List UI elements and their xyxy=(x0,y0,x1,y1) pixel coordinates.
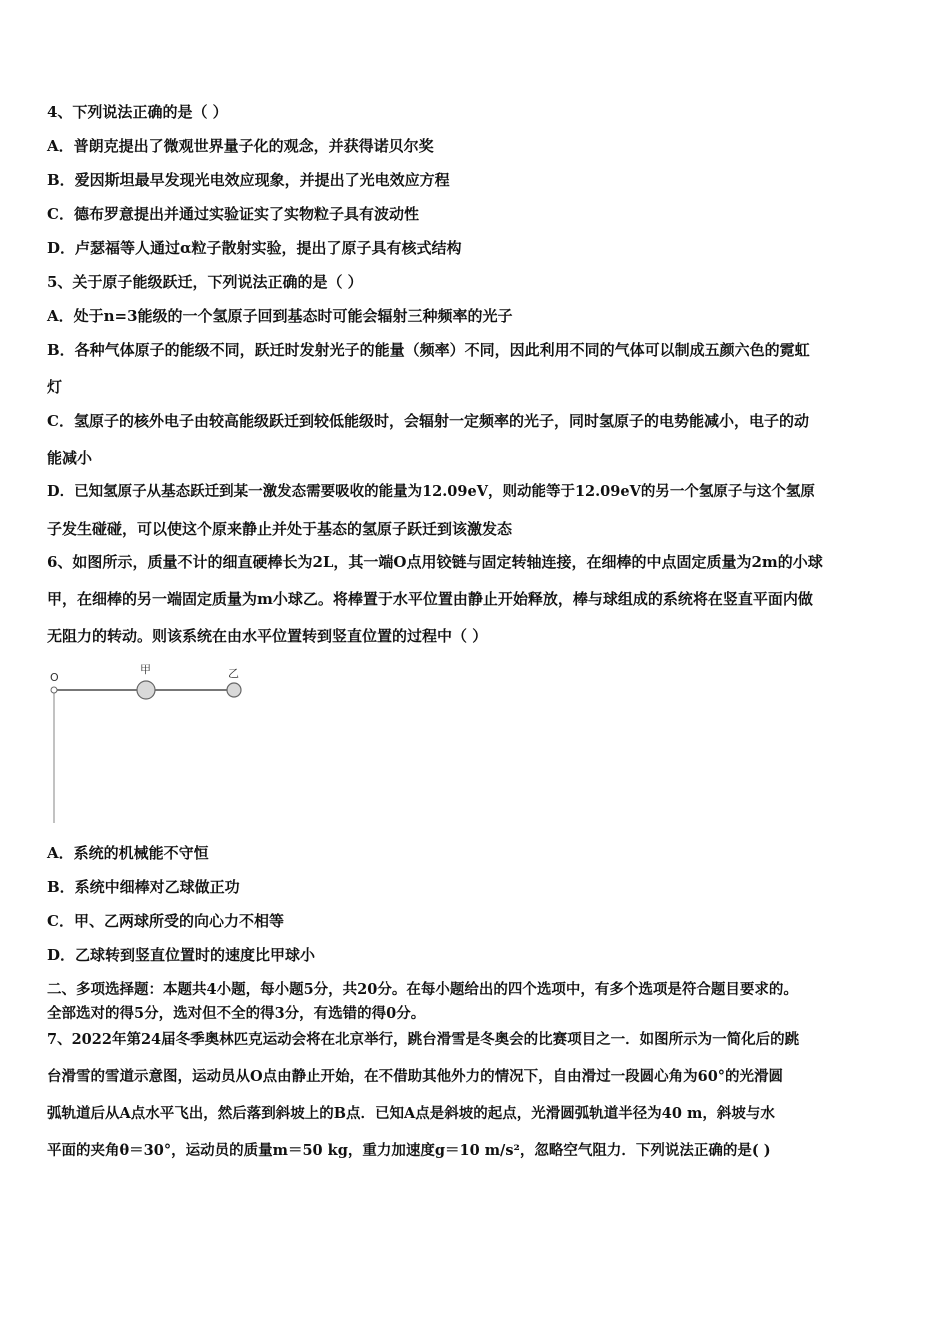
ball-yi xyxy=(227,683,241,697)
q4-option-d: D．卢瑟福等人通过α粒子散射实验，提出了原子具有核式结构 xyxy=(47,239,462,257)
q7-stem-line1: 7、2022年第24届冬季奥林匹克运动会将在北京举行，跳台滑雪是冬奥会的比赛项目之一．如图所示为一简化后的跳 xyxy=(47,1031,800,1048)
ball-jia xyxy=(137,681,155,699)
q4-option-c: C．德布罗意提出并通过实验证实了实物粒子具有波动性 xyxy=(47,205,419,223)
q7-stem-line3: 弧轨道后从A点水平飞出，然后落到斜坡上的B点．已知A点是斜坡的起点，光滑圆弧轨道半径为40 m，斜坡与水 xyxy=(47,1105,775,1122)
q5-stem: 5、关于原子能级跃迁，下列说法正确的是（ ） xyxy=(47,273,363,291)
label-jia: 甲 xyxy=(140,663,151,676)
q6-option-c: C．甲、乙两球所受的向心力不相等 xyxy=(47,912,284,930)
q5-option-a: A．处于n=3能级的一个氢原子回到基态时可能会辐射三种频率的光子 xyxy=(47,307,513,325)
q4-option-b: B．爱因斯坦最早发现光电效应现象，并提出了光电效应方程 xyxy=(47,171,450,189)
q7-stem-line4: 平面的夹角θ＝30°，运动员的质量m＝50 kg，重力加速度g＝10 m/s²，忽略空气阻力．下列说法正确的是( ) xyxy=(47,1142,771,1159)
q6-rod-figure xyxy=(40,655,260,830)
q6-option-b: B．系统中细棒对乙球做正功 xyxy=(47,878,240,896)
q5-option-c-line2: 能减小 xyxy=(47,449,93,467)
q6-stem-line1: 6、如图所示，质量不计的细直硬棒长为2L，其一端O点用铰链与固定转轴连接，在细棒的中点固定质量为2m的小球 xyxy=(47,553,823,571)
label-o: O xyxy=(50,671,59,684)
q6-stem-line2: 甲，在细棒的另一端固定质量为m小球乙。将棒置于水平位置由静止开始释放，棒与球组成的系统将在竖直平面内做 xyxy=(47,590,813,608)
q4-option-a: A．普朗克提出了微观世界量子化的观念，并获得诺贝尔奖 xyxy=(47,137,434,155)
q5-option-b-line2: 灯 xyxy=(47,378,63,396)
pivot-o xyxy=(51,687,57,693)
q6-stem-line3: 无阻力的转动。则该系统在由水平位置转到竖直位置的过程中（ ） xyxy=(47,627,488,645)
q5-option-d-line1: D．已知氢原子从基态跃迁到某一激发态需要吸收的能量为12.09eV，则动能等于12.09eV的另一个氢原子与这个氢原 xyxy=(47,483,815,500)
q6-option-d: D．乙球转到竖直位置时的速度比甲球小 xyxy=(47,946,316,964)
section2-instructions-line1: 二、多项选择题：本题共4小题，每小题5分，共20分。在每小题给出的四个选项中，有多个选项是符合题目要求的。 xyxy=(47,981,798,998)
label-yi: 乙 xyxy=(228,667,239,680)
q5-option-b-line1: B．各种气体原子的能级不同，跃迁时发射光子的能量（频率）不同，因此利用不同的气体可以制成五颜六色的霓虹 xyxy=(47,341,810,359)
q4-stem: 4、下列说法正确的是（ ） xyxy=(47,103,228,121)
q6-option-a: A．系统的机械能不守恒 xyxy=(47,844,209,862)
q5-option-d-line2: 子发生碰碰，可以使这个原来静止并处于基态的氢原子跃迁到该激发态 xyxy=(47,520,513,538)
q7-stem-line2: 台滑雪的雪道示意图，运动员从O点由静止开始，在不借助其他外力的情况下，自由滑过一段圆心角为60°的光滑圆 xyxy=(47,1068,784,1085)
section2-instructions-line2: 全部选对的得5分，选对但不全的得3分，有选错的得0分。 xyxy=(47,1005,426,1022)
q5-option-c-line1: C．氢原子的核外电子由较高能级跃迁到较低能级时，会辐射一定频率的光子，同时氢原子的电势能减小，电子的动 xyxy=(47,412,809,430)
